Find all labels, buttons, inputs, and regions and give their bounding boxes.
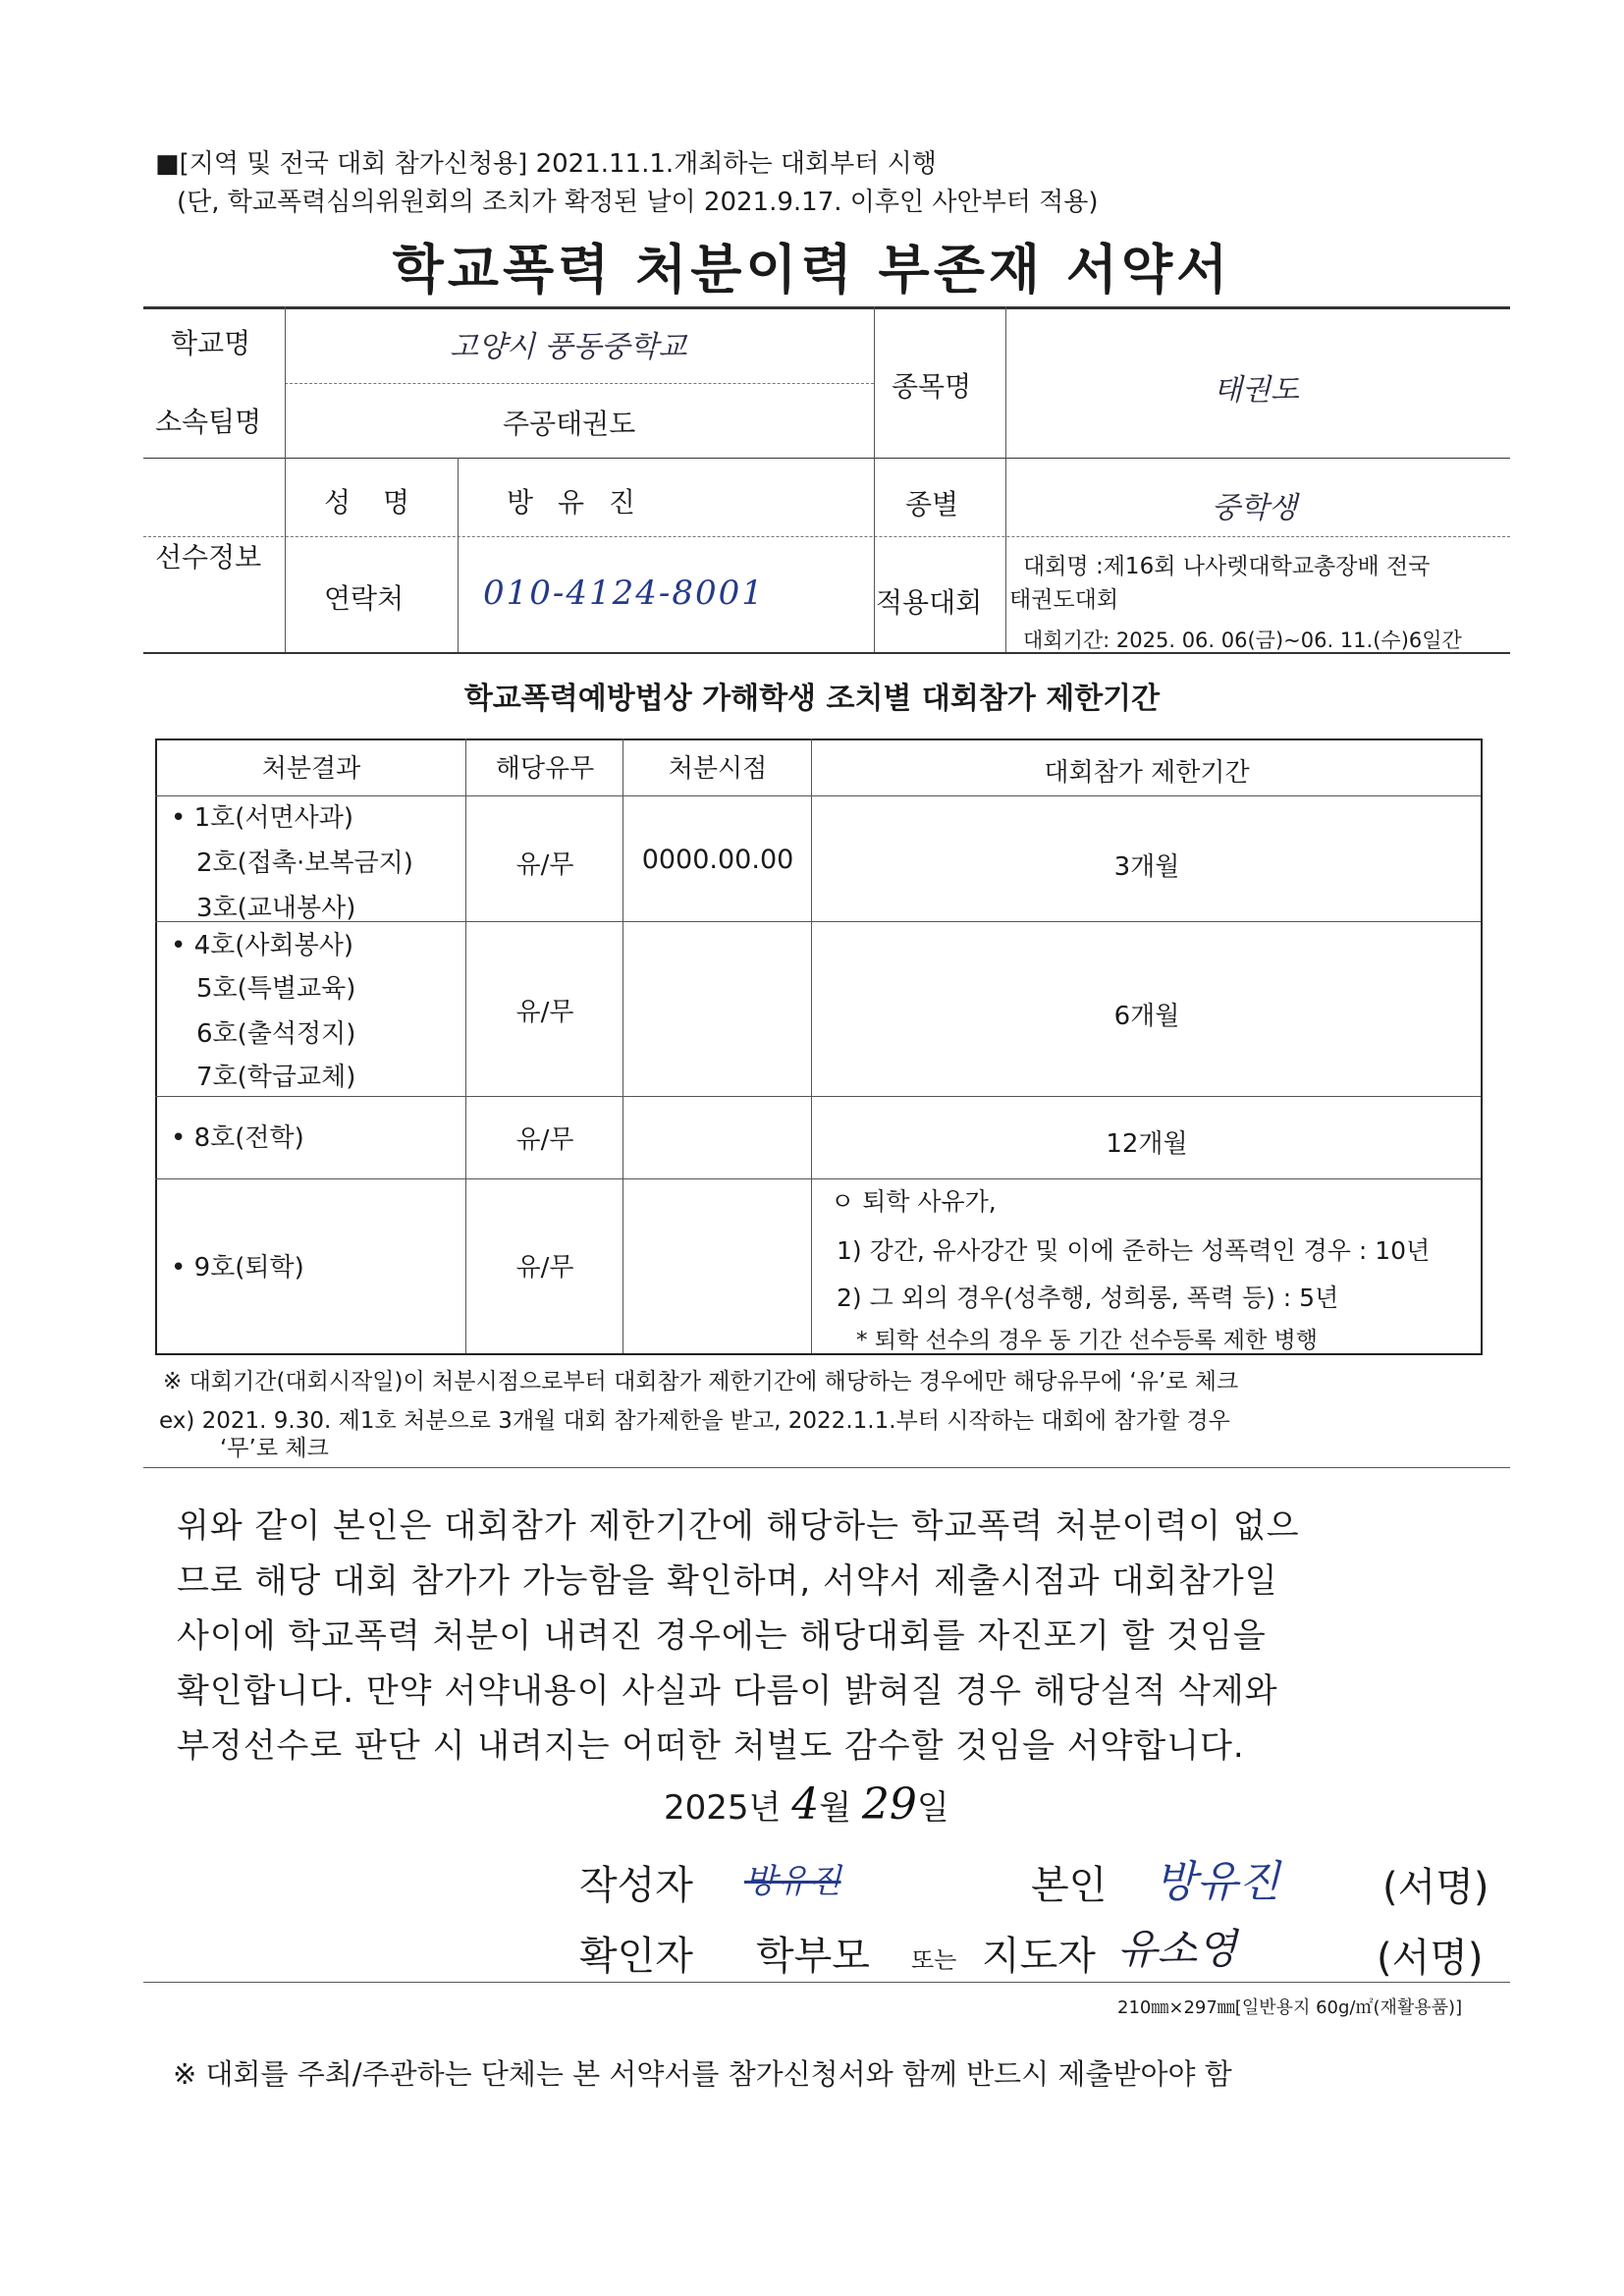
sign-label-1: (서명) (1382, 1865, 1489, 1910)
info-col-divider-1 (285, 306, 286, 652)
note-1: ※ 대회기간(대회시작일)이 처분시점으로부터 대회참가 제한기간에 해당하는 경우에만 해당유무에 ‘유’로 체크 (163, 1369, 1239, 1394)
sign-label-2: (서명) (1377, 1936, 1484, 1981)
header-limit: 대회참가 제한기간 (1044, 758, 1250, 788)
row3-limit: 12개월 (1106, 1129, 1188, 1159)
row1-result-2: 2호(접촉·보복금지) (196, 848, 413, 878)
date-year: 2025년 (664, 1788, 782, 1828)
self-signature: 방유진 (1155, 1857, 1280, 1907)
row4-result-1: • 9호(퇴학) (171, 1253, 304, 1283)
row4-limit-line-1: ㅇ 퇴학 사유가, (831, 1187, 997, 1216)
row3-applicable: 유/무 (515, 1125, 574, 1155)
pledge-line-5: 부정선수로 판단 시 내려지는 어떠한 처벌도 감수할 것임을 서약합니다. (177, 1726, 1245, 1766)
row1-applicable: 유/무 (515, 850, 574, 880)
bottom-note: ※ 대회를 주최/주관하는 단체는 본 서약서를 참가신청서와 함께 반드시 제출받아야 함 (173, 2057, 1232, 2091)
date-day-hw: 29 (861, 1779, 917, 1830)
category-label: 종별 (905, 488, 959, 520)
row3-result-1: • 8호(전학) (171, 1123, 304, 1153)
header-result: 처분결과 (261, 754, 361, 784)
pledge-line-4: 확인합니다. 만약 서약내용이 사실과 다름이 밝혀질 경우 해당실적 삭제와 (177, 1671, 1278, 1711)
row4-limit-line-2: 1) 강간, 유사강간 및 이에 준하는 성폭력인 경우 : 10년 (837, 1236, 1431, 1265)
header-line2: (단, 학교폭력심의위원회의 조치가 확정된 날이 2021.9.17. 이후인 사안부터 적용) (177, 188, 1099, 217)
pledge-line-2: 므로 해당 대회 참가가 가능함을 확인하며, 서약서 제출시점과 대회참가일 (177, 1561, 1278, 1601)
event-value: 태권도 (1214, 373, 1299, 408)
info-col-divider-2 (458, 458, 459, 652)
pledge-line-1: 위와 같이 본인은 대회참가 제한기간에 해당하는 학교폭력 처분이력이 없으 (177, 1506, 1300, 1546)
self-label: 본인 (1031, 1863, 1108, 1908)
row1-result-1: • 1호(서면사과) (171, 803, 354, 833)
competition-name: 대회명 :제16회 나사렛대학교총장배 전국 (1023, 554, 1431, 579)
section-title: 학교폭력예방법상 가해학생 조치별 대회참가 제한기간 (463, 682, 1161, 716)
player-info-label: 선수정보 (155, 541, 262, 574)
header-date: 처분시점 (668, 754, 768, 784)
event-label: 종목명 (892, 370, 972, 403)
coach-label: 지도자 (982, 1934, 1096, 1979)
table-header-divider (155, 795, 1481, 796)
team-label: 소속팀명 (155, 406, 262, 438)
row2-result-1: • 4호(사회봉사) (171, 931, 354, 960)
info-col-divider-4 (1005, 306, 1006, 652)
school-label: 학교명 (171, 327, 251, 359)
info-top-border (143, 306, 1510, 309)
category-value: 중학생 (1212, 491, 1297, 525)
table-col-divider-3 (811, 738, 812, 1353)
row2-result-2: 5호(특별교육) (196, 974, 356, 1004)
writer-label: 작성자 (579, 1863, 693, 1908)
team-value: 주공태권도 (503, 408, 636, 440)
row1-result-3: 3호(교내봉사) (196, 894, 356, 923)
table-col-divider-1 (465, 738, 466, 1353)
pledge-line-3: 사이에 학교폭력 처분이 내려진 경우에는 해당대회를 자진포기 할 것임을 (177, 1616, 1267, 1656)
writer-handwritten: 방유진 (744, 1862, 841, 1901)
coach-handwritten: 유소영 (1117, 1925, 1237, 1973)
parent-label: 학부모 (756, 1934, 870, 1979)
competition-period: 대회기간: 2025. 06. 06(금)~06. 11.(수)6일간 (1023, 629, 1462, 652)
date-month-hw: 4 (791, 1779, 820, 1830)
row2-limit: 6개월 (1113, 1002, 1180, 1031)
row2-result-3: 6호(출석정지) (196, 1019, 356, 1049)
confirmer-label: 확인자 (579, 1934, 693, 1979)
page-title: 학교폭력 처분이력 부존재 서약서 (392, 239, 1232, 301)
header-line1: ■[지역 및 전국 대회 참가신청용] 2021.11.1.개최하는 대회부터 시행 (155, 149, 937, 179)
contact-value: 010-4124-8001 (483, 574, 765, 613)
info-row-divider-3 (143, 536, 1510, 537)
notes-bottom-border (143, 1467, 1510, 1468)
name-value: 방 유 진 (507, 486, 643, 519)
row1-limit: 3개월 (1113, 852, 1180, 882)
info-row-divider-1 (285, 383, 874, 384)
contact-label: 연락처 (324, 582, 405, 615)
row4-limit-line-3: 2) 그 외의 경우(성추행, 성희롱, 폭력 등) : 5년 (837, 1284, 1339, 1312)
paper-spec: 210㎜×297㎜[일반용지 60g/㎡(재활용품)] (1117, 1997, 1463, 2018)
row2-result-4: 7호(학급교체) (196, 1063, 356, 1092)
square-mark-icon: ■ (155, 149, 180, 179)
info-col-divider-3 (874, 306, 875, 652)
row4-applicable: 유/무 (515, 1253, 574, 1283)
row1-date: 0000.00.00 (641, 845, 794, 875)
name-label: 성 명 (324, 486, 421, 519)
date-month-label: 월 (819, 1788, 852, 1828)
info-row-divider-2 (143, 458, 1510, 459)
row2-applicable: 유/무 (515, 998, 574, 1027)
competition-name-2: 태권도대회 (1009, 587, 1119, 613)
or-label: 또는 (911, 1946, 957, 1974)
note-2: ex) 2021. 9.30. 제1호 처분으로 3개월 대회 참가제한을 받고, 2022.1.1.부터 시작하는 대회에 참가할 경우 (159, 1408, 1230, 1434)
header-applicable: 해당유무 (495, 754, 595, 784)
footer-divider (143, 1982, 1510, 1983)
competition-label: 적용대회 (876, 586, 983, 619)
note-3: ‘무’로 체크 (220, 1436, 329, 1461)
table-row-divider-2 (155, 1096, 1481, 1097)
school-value: 고양시 풍동중학교 (450, 330, 687, 364)
row4-limit-line-4: * 퇴학 선수의 경우 동 기간 선수등록 제한 병행 (856, 1328, 1318, 1353)
date-line (664, 1779, 949, 1830)
date-day-label: 일 (916, 1788, 949, 1828)
table-row-divider-3 (155, 1178, 1481, 1179)
